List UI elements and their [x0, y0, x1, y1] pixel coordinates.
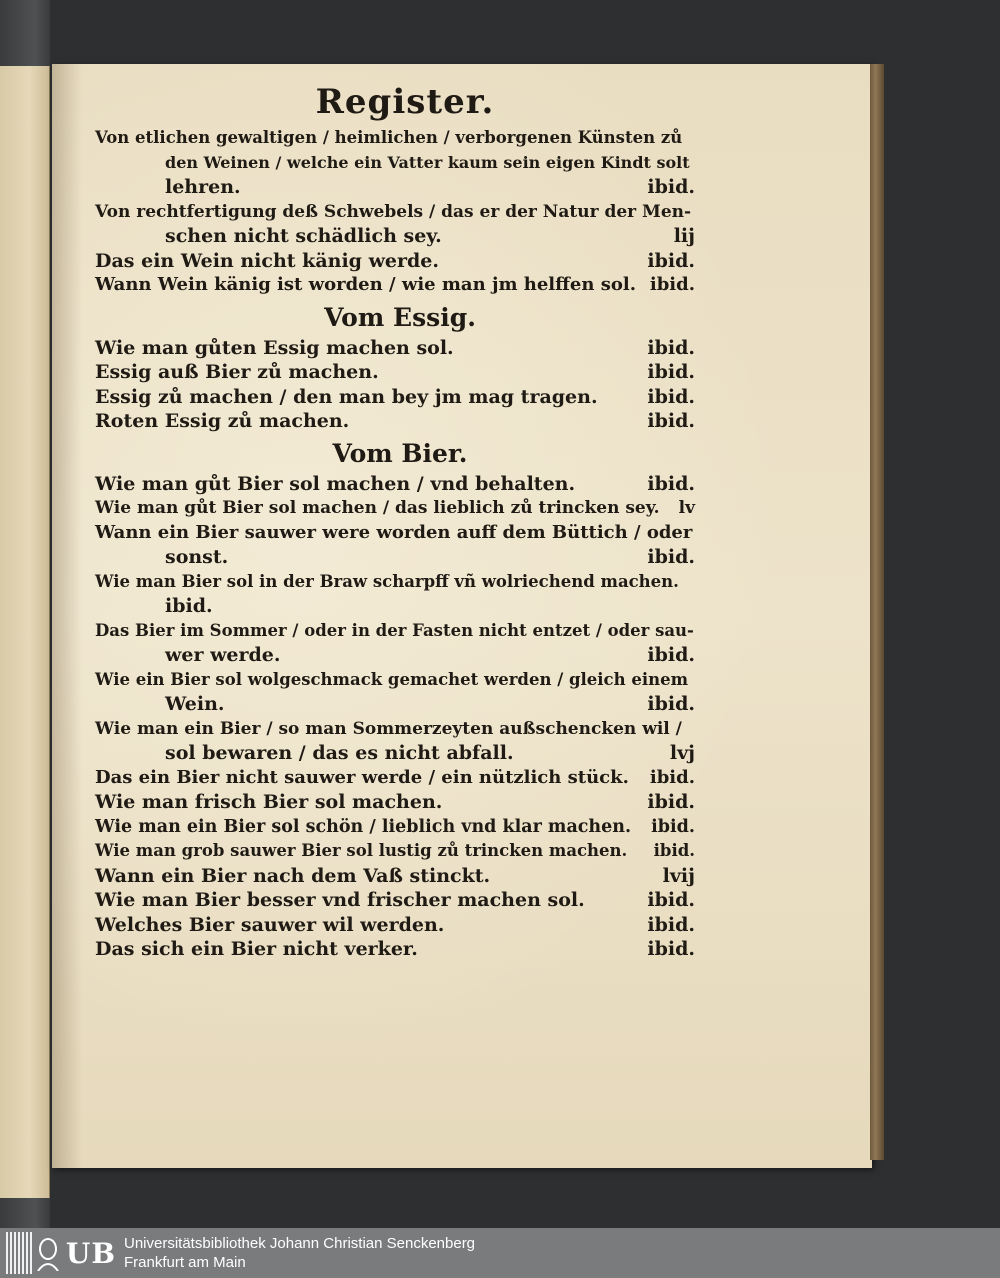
entry-text: Wie man frisch Bier sol machen. — [95, 791, 443, 813]
entry-text: Das ein Wein nicht känig werde. — [95, 249, 440, 272]
entry-line — [95, 864, 695, 889]
entry-text: Wie man Bier sol in der Braw scharpff vñ wolriechend machen. — [95, 571, 679, 591]
register-entry — [95, 717, 695, 766]
entry-text: Das sich ein Bier nicht verker. — [95, 938, 418, 960]
page-reference: ibid. — [647, 176, 695, 198]
page-title: Register. — [315, 82, 495, 122]
entry-line — [95, 790, 695, 815]
entry-line — [95, 913, 695, 938]
register-entry — [95, 937, 695, 962]
entry-line — [95, 668, 695, 693]
page-reference: ibid. — [649, 766, 695, 788]
entry-line — [95, 200, 695, 225]
library-name — [124, 1234, 475, 1272]
register-entry — [95, 521, 695, 570]
entry-text: Wie man ein Bier sol schön / lieblich vnd klar machen. — [95, 816, 632, 837]
entry-line — [95, 336, 695, 361]
entry-line — [95, 249, 695, 274]
entry-line — [95, 360, 695, 385]
entry-text: sol bewaren / das es nicht abfall. — [165, 742, 514, 764]
page-reference: ibid. — [647, 410, 695, 432]
entry-line — [95, 937, 695, 962]
page-reference: lvj — [669, 742, 695, 764]
page-reference: ibid. — [647, 472, 695, 495]
register-entry — [95, 839, 695, 864]
entry-text: Wie man gůt Bier sol machen / vnd behalten. — [95, 472, 576, 495]
page-reference: ibid. — [647, 644, 695, 666]
entry-text: Wie man gůt Bier sol machen / das lieblich zů trincken sey. — [95, 498, 660, 518]
entry-line — [95, 815, 695, 840]
library-logo[interactable] — [6, 1232, 116, 1274]
register-entry — [95, 126, 695, 200]
page-reference: ibid. — [647, 249, 695, 272]
register-entry — [95, 815, 695, 840]
entry-line — [95, 409, 695, 434]
page-reference: ibid. — [647, 889, 695, 911]
entry-text: Das ein Bier nicht sauwer werde / ein nützlich stück. — [95, 766, 629, 788]
entry-text: Wie ein Bier sol wolgeschmack gemachet werden / gleich einem — [95, 669, 689, 689]
entry-text: Wie man grob sauwer Bier sol lustig zů trincken machen. — [95, 841, 628, 860]
library-footer — [0, 1228, 1000, 1278]
page-reference: ibid. — [647, 546, 695, 568]
entry-line — [95, 619, 695, 644]
entry-text: Wann Wein känig ist worden / wie man jm helffen sol. — [95, 274, 636, 295]
entry-text: ibid. — [165, 595, 213, 617]
logo-text: UB — [65, 1236, 116, 1270]
register-entry — [95, 472, 695, 497]
section-heading-bier: Vom Bier. — [332, 438, 468, 468]
page-reference: ibid. — [647, 361, 695, 383]
bier-entries — [95, 472, 695, 962]
entry-line — [95, 643, 695, 668]
page-reference: lvij — [662, 864, 695, 887]
page-reference: ibid. — [647, 693, 695, 715]
entry-line — [95, 692, 695, 717]
portrait-icon — [34, 1232, 62, 1274]
library-name-line1: Universitätsbibliothek Johann Christian Senckenberg — [124, 1235, 476, 1252]
entry-text: Welches Bier sauwer wil werden. — [95, 913, 445, 936]
entry-line — [95, 741, 695, 766]
page-reference: ibid. — [647, 791, 695, 813]
entry-text: Von rechtfertigung deß Schwebels / das er der Natur der Men- — [95, 201, 692, 222]
entry-line — [95, 496, 695, 521]
entry-line — [95, 385, 695, 410]
register-entry — [95, 668, 695, 717]
register-entry — [95, 790, 695, 815]
entry-line — [95, 175, 695, 200]
register-entry — [95, 200, 695, 249]
library-name-line2: Frankfurt am Main — [124, 1254, 246, 1271]
entry-text: Essig auß Bier zů machen. — [95, 361, 379, 383]
page-reference: lv — [678, 498, 695, 518]
entry-text: den Weinen / welche ein Vatter kaum sein eigen Kindt solt — [165, 152, 690, 172]
page-reference: ibid. — [651, 816, 695, 837]
register-entry — [95, 336, 695, 361]
entry-line — [95, 472, 695, 497]
page-reference: lij — [673, 225, 695, 247]
entry-line — [95, 521, 695, 546]
register-entries — [95, 126, 695, 298]
entry-text: Wein. — [165, 693, 225, 715]
entry-line — [95, 224, 695, 249]
page-reference: ibid. — [647, 336, 695, 359]
page-reference: ibid. — [647, 913, 695, 936]
entry-text: Wann ein Bier sauwer were worden auff dem Büttich / oder — [95, 521, 693, 543]
page-reference: ibid. — [647, 385, 695, 408]
entry-line — [95, 570, 695, 595]
entry-text: Von etlichen gewaltigen / heimlichen / verborgenen Künsten zů — [95, 128, 683, 147]
register-entry — [95, 864, 695, 889]
register-entry — [95, 360, 695, 385]
register-entry — [95, 409, 695, 434]
register-text — [95, 78, 695, 962]
entry-line — [95, 126, 695, 151]
entry-text: Roten Essig zů machen. — [95, 410, 350, 432]
entry-text: Wann ein Bier nach dem Vaß stinckt. — [95, 864, 491, 887]
register-entry — [95, 273, 695, 298]
entry-text: Wie man gůten Essig machen sol. — [95, 336, 454, 359]
register-entry — [95, 766, 695, 791]
entry-text: Essig zů machen / den man bey jm mag tragen. — [95, 385, 598, 408]
page-reference: ibid. — [653, 841, 695, 860]
entry-text: sonst. — [165, 546, 229, 568]
entry-line — [95, 839, 695, 864]
page-stack-edge — [870, 64, 884, 1160]
register-entry — [95, 249, 695, 274]
essig-entries — [95, 336, 695, 434]
entry-line — [95, 717, 695, 742]
entry-text: schen nicht schädlich sey. — [165, 225, 442, 247]
entry-text: Das Bier im Sommer / oder in der Fasten nicht entzet / oder sau- — [95, 620, 694, 640]
page-reference: ibid. — [647, 938, 695, 960]
entry-text: lehren. — [165, 176, 241, 198]
entry-text: Wie man ein Bier / so man Sommerzeyten außschencken wil / — [95, 718, 682, 739]
register-entry — [95, 385, 695, 410]
page-reference: ibid. — [649, 274, 695, 295]
entry-text: Wie man Bier besser vnd frischer machen sol. — [95, 889, 585, 911]
entry-line — [95, 151, 695, 176]
register-entry — [95, 496, 695, 521]
section-heading-essig: Vom Essig. — [324, 302, 476, 332]
entry-line — [95, 273, 695, 298]
register-entry — [95, 888, 695, 913]
entry-line — [95, 545, 695, 570]
register-entry — [95, 913, 695, 938]
logo-stripes-icon — [6, 1232, 34, 1274]
gutter-shadow — [52, 64, 82, 1168]
entry-line — [95, 766, 695, 791]
entry-line — [95, 888, 695, 913]
entry-line — [95, 594, 695, 619]
register-entry — [95, 570, 695, 619]
entry-text: wer werde. — [165, 644, 281, 666]
facing-page-edge — [0, 66, 50, 1198]
register-entry — [95, 619, 695, 668]
